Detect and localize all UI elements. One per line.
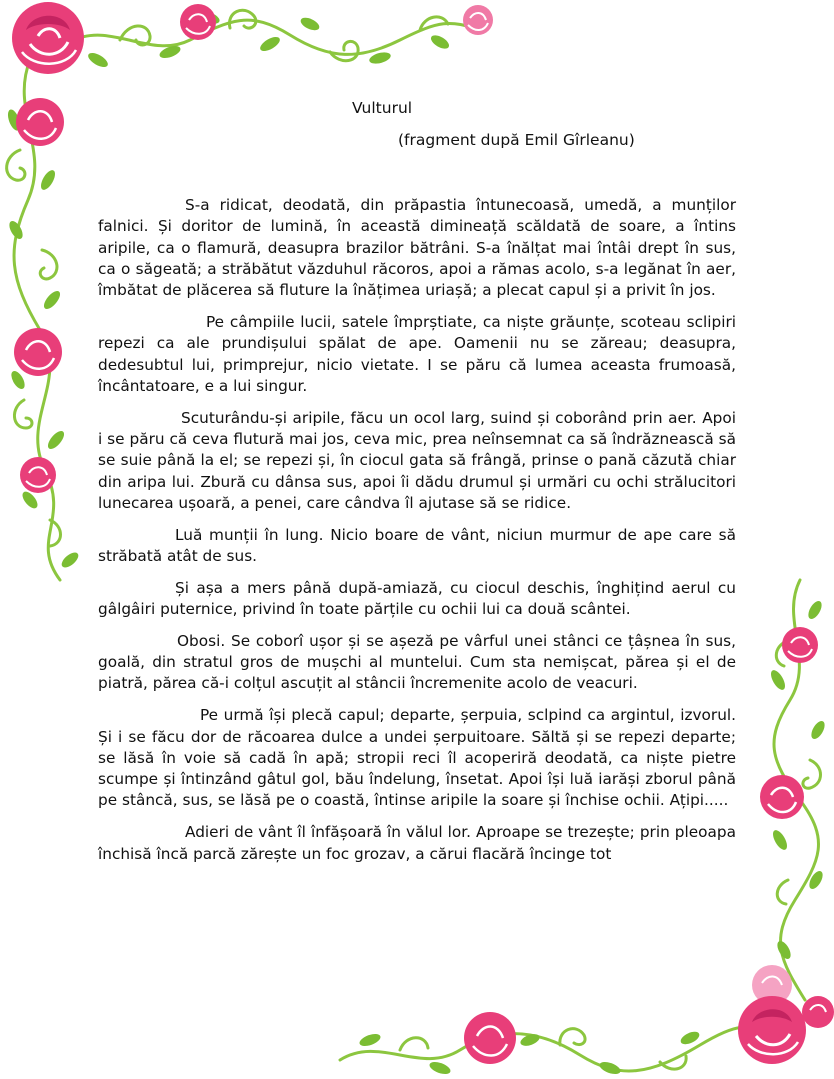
- story-paragraph: Scuturându-și aripile, făcu un ocol larg, suind și coborând prin aer. Apoi i se păru că ceva flutură mai jos, ceva mic, prea neînsemnat ca să îndrăznească să se suie până la el; se repezi și, în ciocul gata să frângă, prinse o pană căzută chiar din aripa lui. Zbură cu dânsa sus, apoi îi dădu drumul și urmări cu ochi strălucitori lunecarea ușoară, a penei, care cândva îl ajutase să se ridice.: [98, 408, 736, 512]
- rose-bottom-right-corner: [802, 996, 834, 1028]
- story-body: [98, 195, 736, 875]
- story-paragraph: Pe câmpiile lucii, satele împrștiate, ca niște grăunțe, scoteau sclipiri repezi ca ale prundișului spălat de ape. Oamenii nu se zăreau; deasupra, dedesubtul lui, primprejur, nicio vietate. I se păru că lumea aceasta frumoasă, încântatoare, e a lui singur.: [98, 312, 736, 395]
- story-attribution: (fragment după Emil Gîrleanu): [398, 131, 635, 149]
- story-title: Vulturul: [352, 99, 413, 117]
- rose-right-upper: [782, 627, 818, 663]
- story-paragraph: Pe urmă își plecă capul; departe, șerpuia, sclpind ca argintul, izvorul. Și i se făcu dor de răcoarea dulce a undei șerpuitoare. Săltă și se repezi departe; se lăsă în voie să cadă în apă; stropii reci îl acoperiră deodată, ca niște pietre scumpe și întinzând gâtul gol, bău îndelung, însetat. Apoi își luă iarăși zborul până pe stâncă, sus, se lăsă pe o coastă, întinse aripile la soare și închise ochii. Ațipi.....: [98, 706, 736, 810]
- rose-top-left-large: [12, 2, 84, 74]
- story-paragraph: Și așa a mers până după-amiază, cu ciocul deschis, înghițind aerul cu gâlgâiri puternice, privind în toate părțile cu ochii lui ca două scântei.: [98, 578, 736, 619]
- story-paragraph: Obosi. Se coborî ușor și se așeză pe vârful unei stânci ce țâșnea în sus, goală, din stratul gros de mușchi al muntelui. Cum sta nemișcat, părea și el de piatră, părea că-i colțul ascuțit al stâncii încremenite acolo de veacuri.: [98, 631, 736, 693]
- rose-top-center: [180, 4, 216, 40]
- rose-top-right: [463, 5, 493, 35]
- rose-left-middle: [14, 328, 62, 376]
- story-paragraph: Adieri de vânt îl înfășoară în vălul lor. Aproape se trezește; prin pleoapa închisă încă parcă zărește un foc grozav, a cărui flacără încinge tot: [98, 823, 736, 863]
- story-paragraph: Luă munții în lung. Nicio boare de vânt, niciun murmur de ape care să străbată atât de sus.: [98, 525, 736, 565]
- rose-bottom-center: [464, 1012, 516, 1064]
- rose-bottom-right-large: [738, 996, 806, 1064]
- rose-right-middle: [760, 775, 804, 819]
- story-paragraph: S-a ridicat, deodată, din prăpastia întunecoasă, umedă, a munților falnici. Și doritor de lumină, în această dimineață scăldată de soare, a întins aripile, ca o flamură, deasupra brazilor bătrâni. S-a înălțat mai întâi drept în sus, ca o săgeată; a străbătut văzduhul răcoros, apoi a rămas acolo, s-a legănat în aer, îmbătat de plăcerea să fluture la înățimea uriașă; a plecat capul și a privit în jos.: [98, 196, 736, 300]
- rose-left-lower: [20, 457, 56, 493]
- rose-top-left-small: [16, 98, 64, 146]
